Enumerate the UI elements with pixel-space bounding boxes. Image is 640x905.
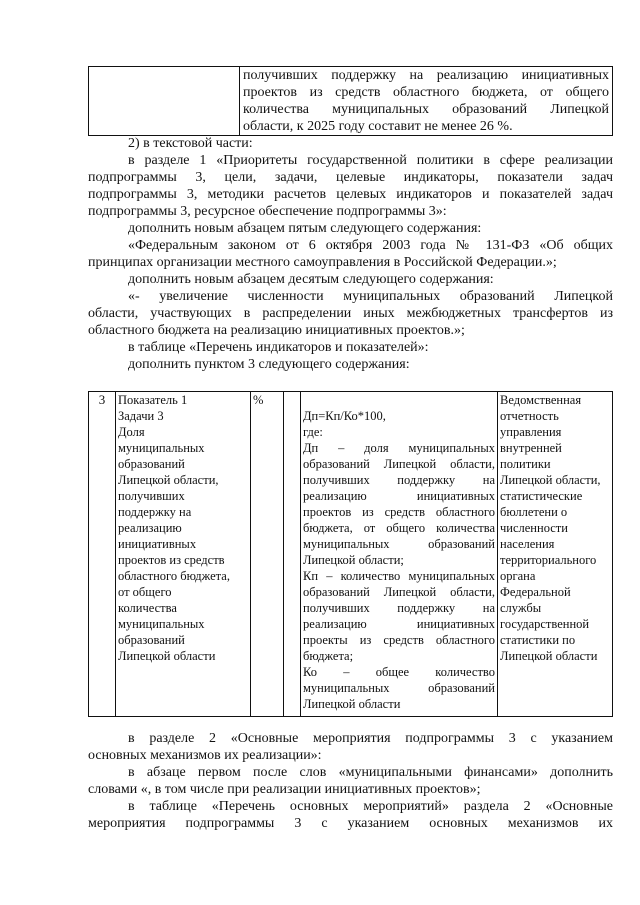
text-line: в таблице «Перечень индикаторов и показателей»: bbox=[128, 340, 429, 355]
text-line: внутренней bbox=[500, 441, 562, 455]
paragraph-table-indicators bbox=[88, 339, 613, 356]
text-line: проектов из средств bbox=[118, 553, 225, 567]
text-line: Доля bbox=[118, 425, 145, 439]
text-line: количества муниципальных образований Липецкой bbox=[243, 102, 609, 117]
text-line: где: bbox=[303, 425, 323, 439]
text-line: дополнить пунктом 3 следующего содержания: bbox=[128, 357, 410, 372]
text-line: Липецкой области; bbox=[303, 553, 404, 567]
text-line: получивших поддержку на bbox=[303, 601, 495, 615]
top-table-text-cell bbox=[240, 67, 613, 136]
text-line: в разделе 1 «Приоритеты государственной политики в сфере реализации bbox=[128, 153, 613, 168]
text-line: областного бюджета на реализацию инициативных проектов.»; bbox=[88, 323, 465, 338]
indicator-name-cell bbox=[116, 392, 251, 717]
text-line: получивших bbox=[118, 489, 185, 503]
indicator-table bbox=[88, 391, 613, 717]
text-line: муниципальных bbox=[118, 617, 205, 631]
text-line: от общего bbox=[118, 585, 172, 599]
paragraph-main-events bbox=[88, 798, 613, 832]
text-line: словами «, в том числе при реализации инициативных проектов»; bbox=[88, 782, 481, 797]
text-line: 2) в текстовой части: bbox=[128, 136, 253, 151]
text-line: «Федеральным законом от 6 октября 2003 года № 131-ФЗ «Об общих bbox=[128, 238, 613, 253]
text-line: реализацию инициативных bbox=[303, 617, 495, 631]
text-line: муниципальных bbox=[118, 441, 205, 455]
paragraph-increase bbox=[88, 288, 613, 339]
text-line: населения bbox=[500, 537, 555, 551]
text-line: бюджета, от общего количества bbox=[303, 521, 495, 535]
text-line: Задачи 3 bbox=[118, 409, 164, 423]
text-line: образований bbox=[118, 457, 185, 471]
formula-line: Дп=Кп/Ко*100, bbox=[303, 409, 386, 423]
text-line: службы bbox=[500, 601, 542, 615]
text-line: поддержку на bbox=[118, 505, 192, 519]
text-line: численности bbox=[500, 521, 568, 535]
paragraph-section-1 bbox=[88, 152, 613, 220]
unit-value: % bbox=[253, 393, 264, 407]
text-line: образований Липецкой области, bbox=[303, 585, 495, 599]
cell-spacer bbox=[303, 392, 495, 408]
text-line: реализацию bbox=[118, 521, 182, 535]
text-line: проектов из средств областного bbox=[303, 505, 495, 519]
text-line: проекты из средств областного bbox=[303, 633, 495, 647]
text-line: бюллетени о bbox=[500, 505, 568, 519]
text-line: областного бюджета, bbox=[118, 569, 230, 583]
top-table-fragment bbox=[88, 66, 613, 136]
text-line: политики bbox=[500, 457, 551, 471]
text-line: проектов из средств областного бюджета, от общего bbox=[243, 85, 609, 100]
text-line: подпрограммы 3, ресурсное обеспечение подпрограммы 3»: bbox=[88, 204, 447, 219]
text-line: образований bbox=[118, 633, 185, 647]
text-line: инициативных bbox=[118, 537, 197, 551]
text-line: статистики по bbox=[500, 633, 576, 647]
empty-cell bbox=[284, 392, 301, 717]
text-line: Липецкой области, bbox=[118, 473, 219, 487]
text-line: мероприятия подпрограммы 3 с указанием основных механизмов их bbox=[88, 816, 613, 831]
text-line: в абзаце первом после слов «муниципальными финансами» дополнить bbox=[128, 765, 613, 780]
text-line: в разделе 2 «Основные мероприятия подпрограммы 3 с указанием bbox=[128, 731, 613, 746]
text-line: отчетность bbox=[500, 409, 559, 423]
text-line: «- увеличение численности муниципальных образований Липецкой bbox=[128, 289, 613, 304]
text-line: государственной bbox=[500, 617, 590, 631]
paragraph-federal-law bbox=[88, 237, 613, 271]
top-table-empty-cell bbox=[89, 67, 240, 136]
text-line: бюджета; bbox=[303, 649, 354, 663]
text-line: муниципальных образований bbox=[303, 681, 495, 695]
text-line: Дп – доля муниципальных bbox=[303, 441, 495, 455]
text-line: территориального bbox=[500, 553, 597, 567]
text-line: Федеральной bbox=[500, 585, 571, 599]
text-line: дополнить новым абзацем пятым следующего содержания: bbox=[128, 221, 482, 236]
text-line: области, участвующих в распределении иных межбюджетных трансфертов из bbox=[88, 306, 613, 321]
text-line: принципах организации местного самоуправления в Российской Федерации.»; bbox=[88, 255, 557, 270]
text-line: реализацию инициативных bbox=[303, 489, 495, 503]
text-line: управления bbox=[500, 425, 562, 439]
text-line: подпрограммы 3, цели, задачи, целевые индикаторы, показатели задач bbox=[88, 170, 613, 185]
text-line: получивших поддержку на bbox=[303, 473, 495, 487]
text-line: Показатель 1 bbox=[118, 393, 188, 407]
text-line: органа bbox=[500, 569, 536, 583]
text-line: Ведомственная bbox=[500, 393, 582, 407]
unit-cell bbox=[251, 392, 284, 717]
text-line: подпрограммы 3, методики расчетов целевых индикаторов и показателей задач bbox=[88, 187, 613, 202]
text-line: Ко – общее количество bbox=[303, 665, 495, 679]
paragraph-section-2 bbox=[88, 730, 613, 764]
row-number: 3 bbox=[98, 392, 106, 407]
source-cell bbox=[498, 392, 613, 717]
row-number-cell bbox=[89, 392, 116, 717]
text-line: образований Липецкой области, bbox=[303, 457, 495, 471]
table-row bbox=[89, 392, 613, 717]
paragraph-first-abzac bbox=[88, 764, 613, 798]
text-line: Липецкой области bbox=[118, 649, 216, 663]
text-line: муниципальных образований bbox=[303, 537, 495, 551]
text-line: Липецкой области, bbox=[500, 473, 601, 487]
text-line: области, к 2025 году составит не менее 26 %. bbox=[243, 119, 513, 134]
text-line: получивших поддержку на реализацию инициативных bbox=[243, 68, 609, 83]
text-line: количества bbox=[118, 601, 177, 615]
paragraph-add-point-3 bbox=[88, 356, 613, 373]
text-line: основных механизмов их реализации»: bbox=[88, 748, 322, 763]
paragraph-text-part bbox=[88, 135, 613, 152]
paragraph-add-fifth bbox=[88, 220, 613, 237]
text-line: Кп – количество муниципальных bbox=[303, 569, 495, 583]
text-line: дополнить новым абзацем десятым следующего содержания: bbox=[128, 272, 494, 287]
text-line: в таблице «Перечень основных мероприятий» раздела 2 «Основные bbox=[128, 799, 613, 814]
paragraph-add-tenth bbox=[88, 271, 613, 288]
text-line: статистические bbox=[500, 489, 583, 503]
text-line: Липецкой области bbox=[303, 697, 401, 711]
text-line: Липецкой области bbox=[500, 649, 598, 663]
calculation-cell bbox=[301, 392, 498, 717]
